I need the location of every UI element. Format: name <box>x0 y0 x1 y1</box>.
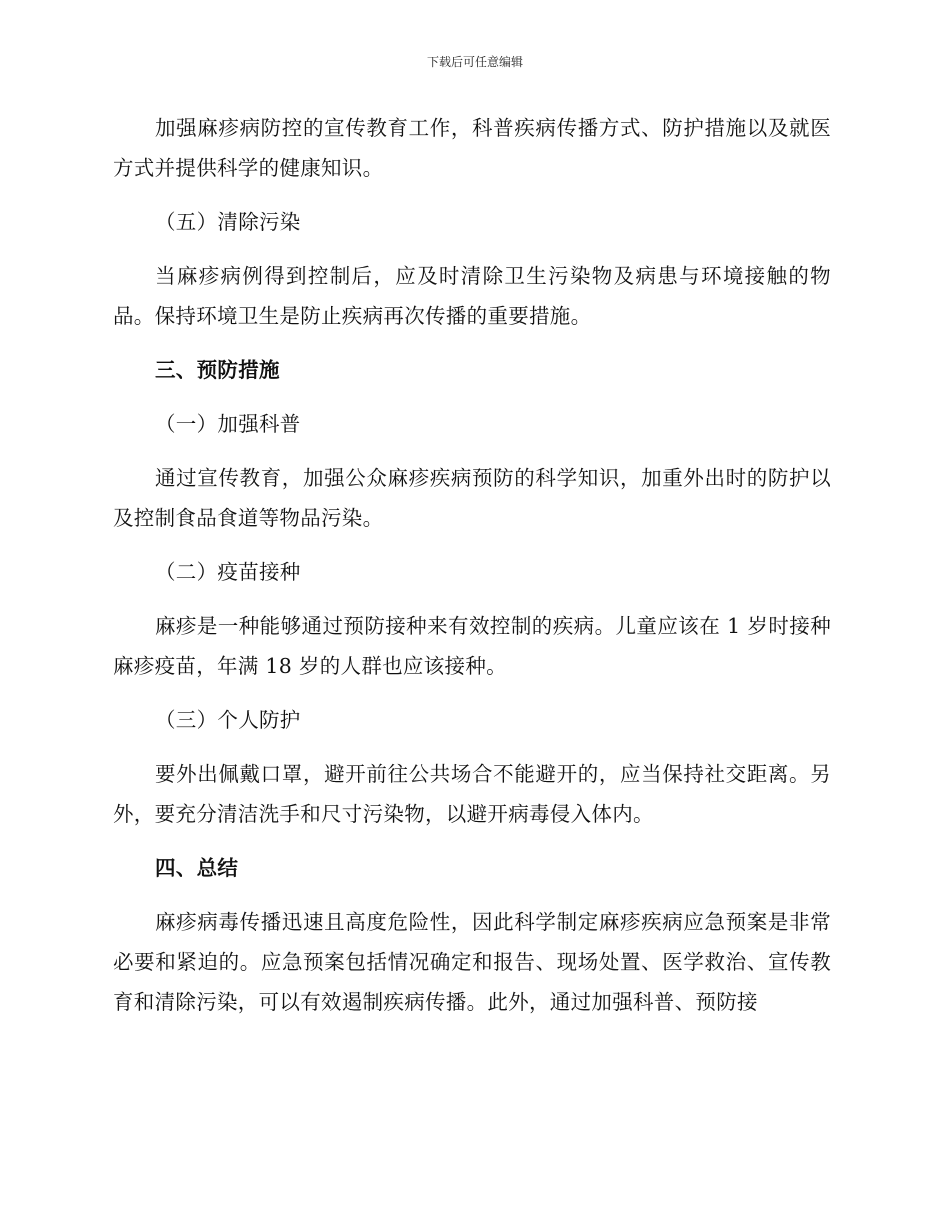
subheading-vaccination: （二）疫苗接种 <box>155 560 301 584</box>
subheading-personal-protection: （三）个人防护 <box>155 708 301 732</box>
page-header: 下载后可任意编辑 <box>426 55 523 69</box>
subheading-clear-pollution: （五）清除污染 <box>155 210 301 234</box>
paragraph-science-popularization: 通过宣传教育，加强公众麻疹疾病预防的科学知识，加重外出时的防护以及控制食品食道等物品污染。 <box>113 466 831 530</box>
paragraph-clear-pollution: 当麻疹病例得到控制后，应及时清除卫生污染物及病患与环境接触的物品。保持环境卫生是防止疾病再次传播的重要措施。 <box>113 264 831 328</box>
paragraph-summary: 麻疹病毒传播迅速且高度危险性，因此科学制定麻疹疾病应急预案是非常必要和紧迫的。应急预案包括情况确定和报告、现场处置、医学救治、宣传教育和清除污染，可以有效遏制疾病传播。此外，通过加强科普、预防接 <box>113 910 831 1014</box>
paragraph-personal-protection: 要外出佩戴口罩，避开前往公共场合不能避开的，应当保持社交距离。另外，要充分清洁洗手和尺寸污染物，以避开病毒侵入体内。 <box>113 762 831 826</box>
document-body <box>113 108 831 1036</box>
section-heading-summary: 四、总结 <box>155 856 239 880</box>
section-heading-prevention: 三、预防措施 <box>155 358 280 382</box>
subheading-science-popularization: （一）加强科普 <box>155 412 301 436</box>
paragraph-vaccination: 麻疹是一种能够通过预防接种来有效控制的疾病。儿童应该在 1 岁时接种麻疹疫苗，年满 18 岁的人群也应该接种。 <box>113 614 831 678</box>
paragraph-publicity-education: 加强麻疹病防控的宣传教育工作，科普疾病传播方式、防护措施以及就医方式并提供科学的健康知识。 <box>113 116 831 180</box>
